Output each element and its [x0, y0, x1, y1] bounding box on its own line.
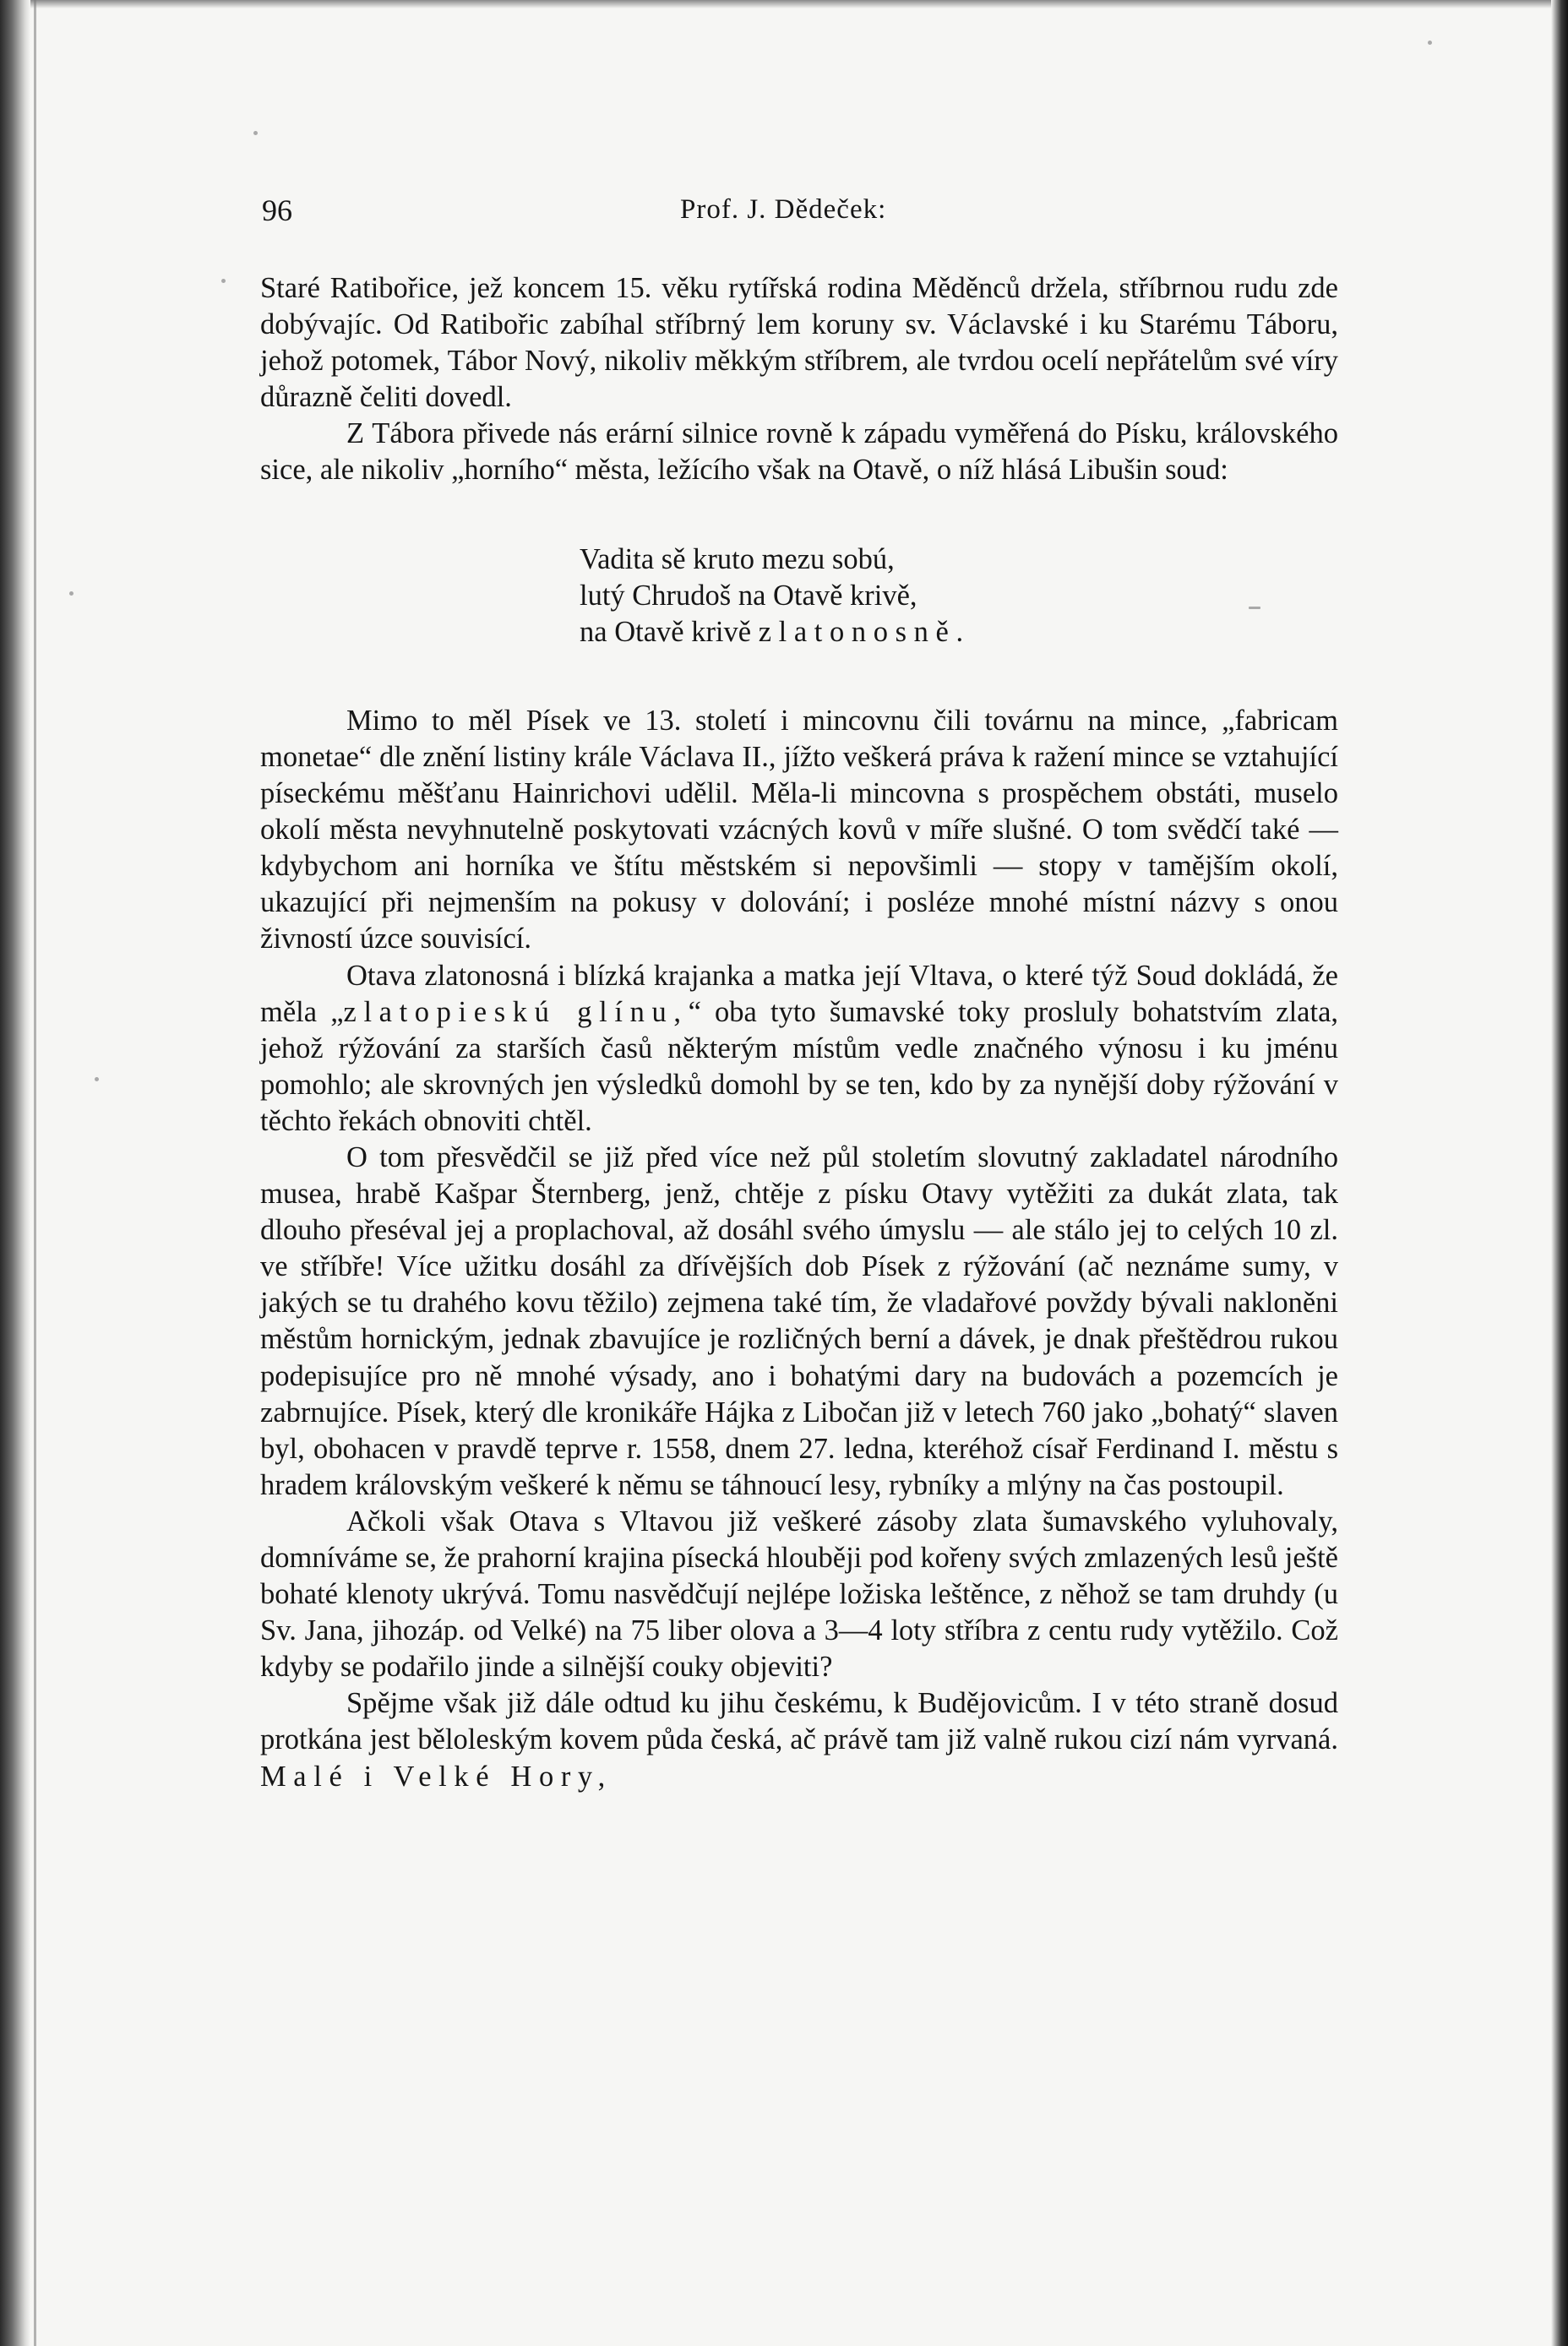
verse-spaced-word: zlatonosně. — [758, 615, 971, 648]
scan-speck — [1428, 41, 1432, 45]
spaced-text: zlatopieskú glínu, — [343, 995, 689, 1028]
verse-quote — [580, 542, 1338, 650]
scan-speck — [221, 279, 226, 283]
paragraph-text: “ oba tyto šumavské toky prosluly bohatstvím zlata, jehož rýžování za starších časů některým místům vedle značného výnosu i ku jménu pomohlo; ale skrovných jen výsledků domohl by se ten, kdo by za nynější doby rýžování v těchto řekách obnoviti chtěl. — [260, 995, 1339, 1137]
paragraph — [260, 703, 1338, 958]
paragraphs-before-verse — [260, 270, 1338, 489]
paragraph — [260, 1685, 1338, 1794]
scan-speck — [95, 1077, 99, 1081]
running-head: Prof. J. Dědeček: — [680, 194, 887, 225]
scan-top-edge — [0, 0, 1568, 8]
scan-right-edge — [1551, 0, 1568, 2346]
verse-line: Vadita sě kruto mezu sobú, — [580, 542, 895, 575]
paragraph — [260, 1504, 1338, 1685]
scan-speck — [69, 591, 74, 596]
paragraph-text: Spějme však již dále odtud ku jihu českému, k Budějovicům. I v této straně dosud protkána jest běloleským kovem půda česká, ač právě tam již valně rukou cizí nám vyrvaná. — [260, 1687, 1338, 1756]
paragraph-text: Staré Ratibořice, jež koncem 15. věku rytířská rodina Měděnců držela, stříbrnou rudu zde dobývajíc. Od Ratibořic zabíhal stříbrný lem koruny sv. Václavské i ku Starému Táboru, jehož potomek, Tábor Nový, nikoliv měkkým stříbrem, ale tvrdou ocelí nepřátelům své víry důrazně čeliti dovedl. — [260, 272, 1338, 414]
verse-line-text: na Otavě krivě — [580, 615, 759, 648]
scan-left-edge — [0, 0, 30, 2346]
paragraph — [260, 416, 1338, 488]
body-text — [260, 270, 1338, 1795]
page-header — [262, 193, 1340, 235]
scan-binding-line — [34, 0, 36, 2346]
scan-speck — [253, 131, 258, 135]
paragraph-text: Z Tábora přivede nás erární silnice rovně k západu vyměřená do Písku, královského sice, ale nikoliv „horního“ města, ležícího však na Otavě, o níž hlásá Libušin soud: — [260, 417, 1338, 487]
paragraph-text: Mimo to měl Písek ve 13. století i mincovnu čili továrnu na mince, „fabricam monetae“ dle znění listiny krále Václava II., jížto veškerá práva k ražení mince se vztahující píseckému měšťanu Hainrichovi udělil. Měla-li mincovna s prospěchem obstáti, muselo okolí města nevyhnutelně poskytovati vzácných kovů v míře slušné. O tom svědčí také — kdybychom ani horníka ve štítu městském si nepovšimli — stopy v tamějším okolí, ukazující při nejmenším na pokusy v dolování; i posléze mnohé místní názvy s onou živností úzce souvisící. — [260, 704, 1338, 955]
paragraph-text: Otava zlatonosná i blízká krajanka a matka její Vltava, o které týž Soud dokládá, že měla „ — [260, 959, 1338, 1028]
paragraph — [260, 958, 1338, 1140]
paragraphs-after-verse — [260, 703, 1338, 1795]
paragraph-text: O tom přesvědčil se již před více než půl stoletím slovutný zakladatel národního musea, hrabě Kašpar Šternberg, jenž, chtěje z písku Otavy vytěžiti za dukát zlata, tak dlouho přeséval jej a proplachoval, až dosáhl svého úmyslu — ale stálo jej to celých 10 zl. ve stříbře! Více užitku dosáhl za dřívějších dob Písek z rýžování (ač neznáme sumy, v jakých se tu drahého kovu těžilo) zejmena také tím, že vladařové povždy bývali nakloněni městům hornickým, jednak zbavujíce je rozličných berní a dávek, je dnak přeštědrou rukou podepisujíce pro ně mnohé výsady, ano i bohatými dary na budovách a pozemcích je zabrnujíce. Písek, který dle kronikáře Hájka z Libočan již v letech 760 jako „bohatý“ slaven byl, obohacen v pravdě teprve r. 1558, dnem 27. ledna, kteréhož císař Ferdinand I. městu s hradem královským veškeré k němu se táhnoucí lesy, rybníky a mlýny na čas postoupil. — [260, 1140, 1338, 1501]
verse-line: lutý Chrudoš na Otavě krivě, — [580, 579, 917, 612]
page-number: 96 — [262, 193, 292, 227]
paragraph — [260, 1140, 1338, 1504]
paragraph-text: Ačkoli však Otava s Vltavou již veškeré zásoby zlata šumavského vyluhovaly, domníváme se, že prahorní krajina písecká hlouběji pod kořeny svých zmlazených lesů ještě bohaté klenoty ukrývá. Tomu nasvědčují nejlépe ložiska leštěnce, z něhož se tam druhdy (u Sv. Jana, jihozáp. od Velké) na 75 liber olova a 3—4 loty stříbra z centu rudy vytěžilo. Což kdyby se podařilo jinde a silnější couky objeviti? — [260, 1505, 1338, 1684]
spaced-text: Malé i Velké Hory, — [260, 1760, 612, 1793]
paragraph — [260, 270, 1338, 416]
verse-line — [580, 614, 1338, 650]
